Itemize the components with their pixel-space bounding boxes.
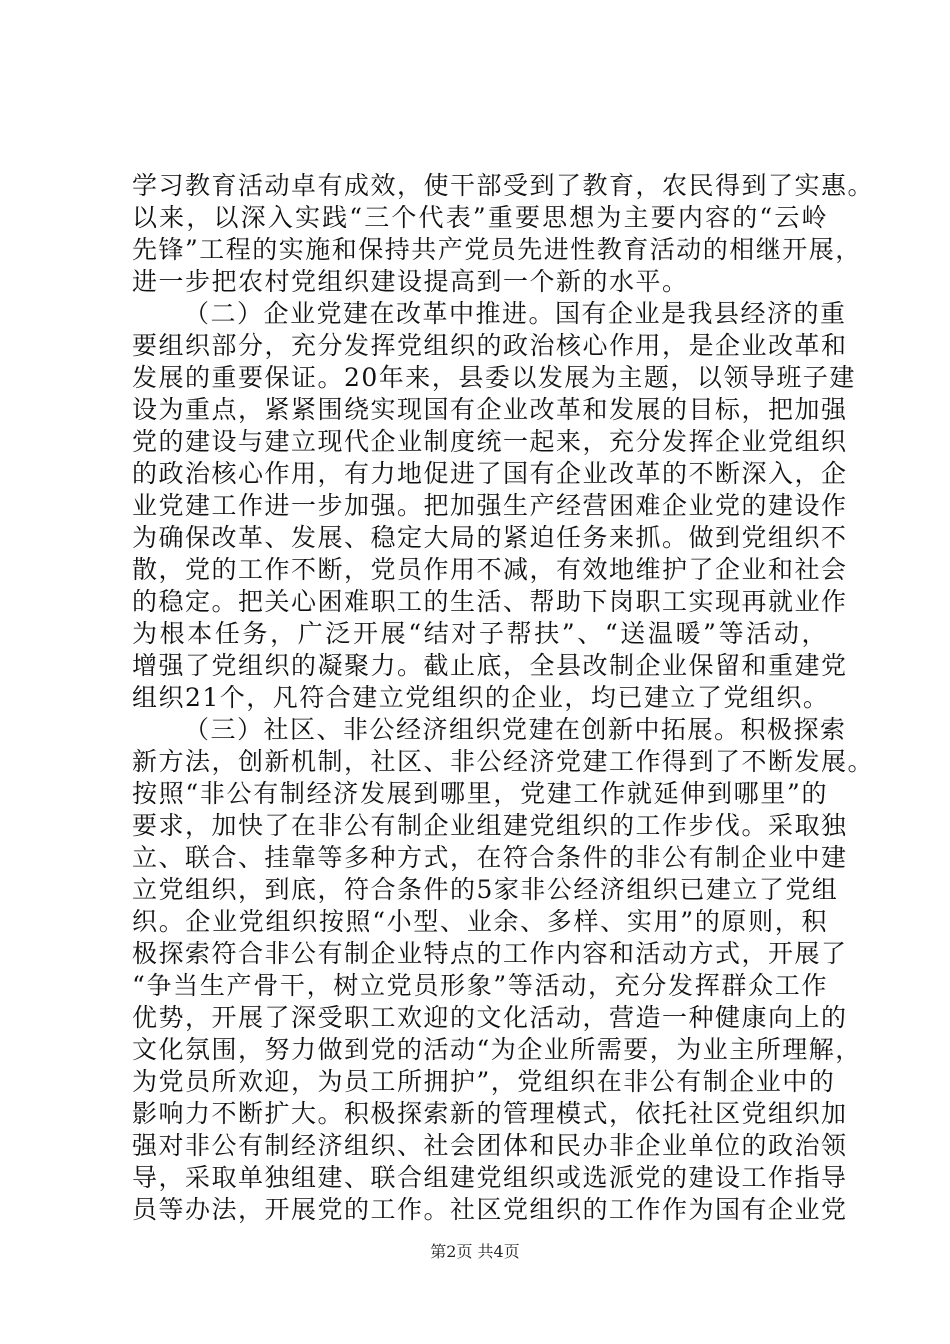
text-line: 按照“非公有制经济发展到哪里，党建工作就延伸到哪里”的 bbox=[132, 779, 828, 808]
text-line: “争当生产骨干，树立党员形象”等活动，充分发挥群众工作 bbox=[132, 971, 828, 1000]
text-line: 先锋”工程的实施和保持共产党员先进性教育活动的相继开展， bbox=[132, 235, 862, 264]
text-line: 立党组织，到底，符合条件的5家非公经济组织已建立了党组 bbox=[132, 875, 839, 904]
text-line: 业党建工作进一步加强。把加强生产经营困难企业党的建设作 bbox=[132, 491, 848, 520]
text-line: 以来，以深入实践“三个代表”重要思想为主要内容的“云岭 bbox=[132, 203, 828, 232]
text-line: 员等办法，开展党的工作。社区党组织的工作作为国有企业党 bbox=[132, 1195, 848, 1224]
text-line: 党的建设与建立现代企业制度统一起来，充分发挥企业党组织 bbox=[132, 427, 848, 456]
text-line: 织。企业党组织按照“小型、业余、多样、实用”的原则，积 bbox=[132, 907, 828, 936]
text-line: 进一步把农村党组织建设提高到一个新的水平。 bbox=[132, 267, 689, 296]
document-body bbox=[132, 170, 875, 1226]
text-line: 极探索符合非公有制企业特点的工作内容和活动方式，开展了 bbox=[132, 939, 848, 968]
text-line: 的政治核心作用，有力地促进了国有企业改革的不断深入，企 bbox=[132, 459, 848, 488]
text-line: 增强了党组织的凝聚力。截止底，全县改制企业保留和重建党 bbox=[132, 651, 848, 680]
text-line: 影响力不断扩大。积极探索新的管理模式，依托社区党组织加 bbox=[132, 1099, 848, 1128]
text-line: 发展的重要保证。20年来，县委以发展为主题，以领导班子建 bbox=[132, 363, 856, 392]
page-number-footer: 第2页 共4页 bbox=[430, 1242, 520, 1261]
text-line: 要组织部分，充分发挥党组织的政治核心作用，是企业改革和 bbox=[132, 331, 848, 360]
text-line: （二）企业党建在改革中推进。国有企业是我县经济的重 bbox=[184, 299, 847, 328]
text-line: 优势，开展了深受职工欢迎的文化活动，营造一种健康向上的 bbox=[132, 1003, 848, 1032]
text-line: （三）社区、非公经济组织党建在创新中拓展。积极探索 bbox=[184, 715, 847, 744]
text-line: 的稳定。把关心困难职工的生活、帮助下岗职工实现再就业作 bbox=[132, 587, 848, 616]
text-line: 为党员所欢迎，为员工所拥护”，党组织在非公有制企业中的 bbox=[132, 1067, 836, 1096]
text-line: 导，采取单独组建、联合组建党组织或选派党的建设工作指导 bbox=[132, 1163, 848, 1192]
text-line: 要求，加快了在非公有制企业组建党组织的工作步伐。采取独 bbox=[132, 811, 848, 840]
text-line: 散，党的工作不断，党员作用不减，有效地维护了企业和社会 bbox=[132, 555, 848, 584]
text-line: 为根本任务，广泛开展“结对子帮扶”、“送温暖”等活动， bbox=[132, 619, 828, 648]
text-line: 新方法，创新机制，社区、非公经济党建工作得到了不断发展。 bbox=[132, 747, 875, 776]
text-line: 设为重点，紧紧围绕实现国有企业改革和发展的目标，把加强 bbox=[132, 395, 848, 424]
text-line: 组织21个，凡符合建立党组织的企业，均已建立了党组织。 bbox=[132, 683, 830, 712]
text-line: 文化氛围，努力做到党的活动“为企业所需要，为业主所理解， bbox=[132, 1035, 862, 1064]
text-line: 学习教育活动卓有成效，使干部受到了教育，农民得到了实惠。 bbox=[132, 171, 875, 200]
text-line: 强对非公有制经济组织、社会团体和民办非企业单位的政治领 bbox=[132, 1131, 848, 1160]
text-line: 为确保改革、发展、稳定大局的紧迫任务来抓。做到党组织不 bbox=[132, 523, 848, 552]
text-line: 立、联合、挂靠等多种方式，在符合条件的非公有制企业中建 bbox=[132, 843, 848, 872]
